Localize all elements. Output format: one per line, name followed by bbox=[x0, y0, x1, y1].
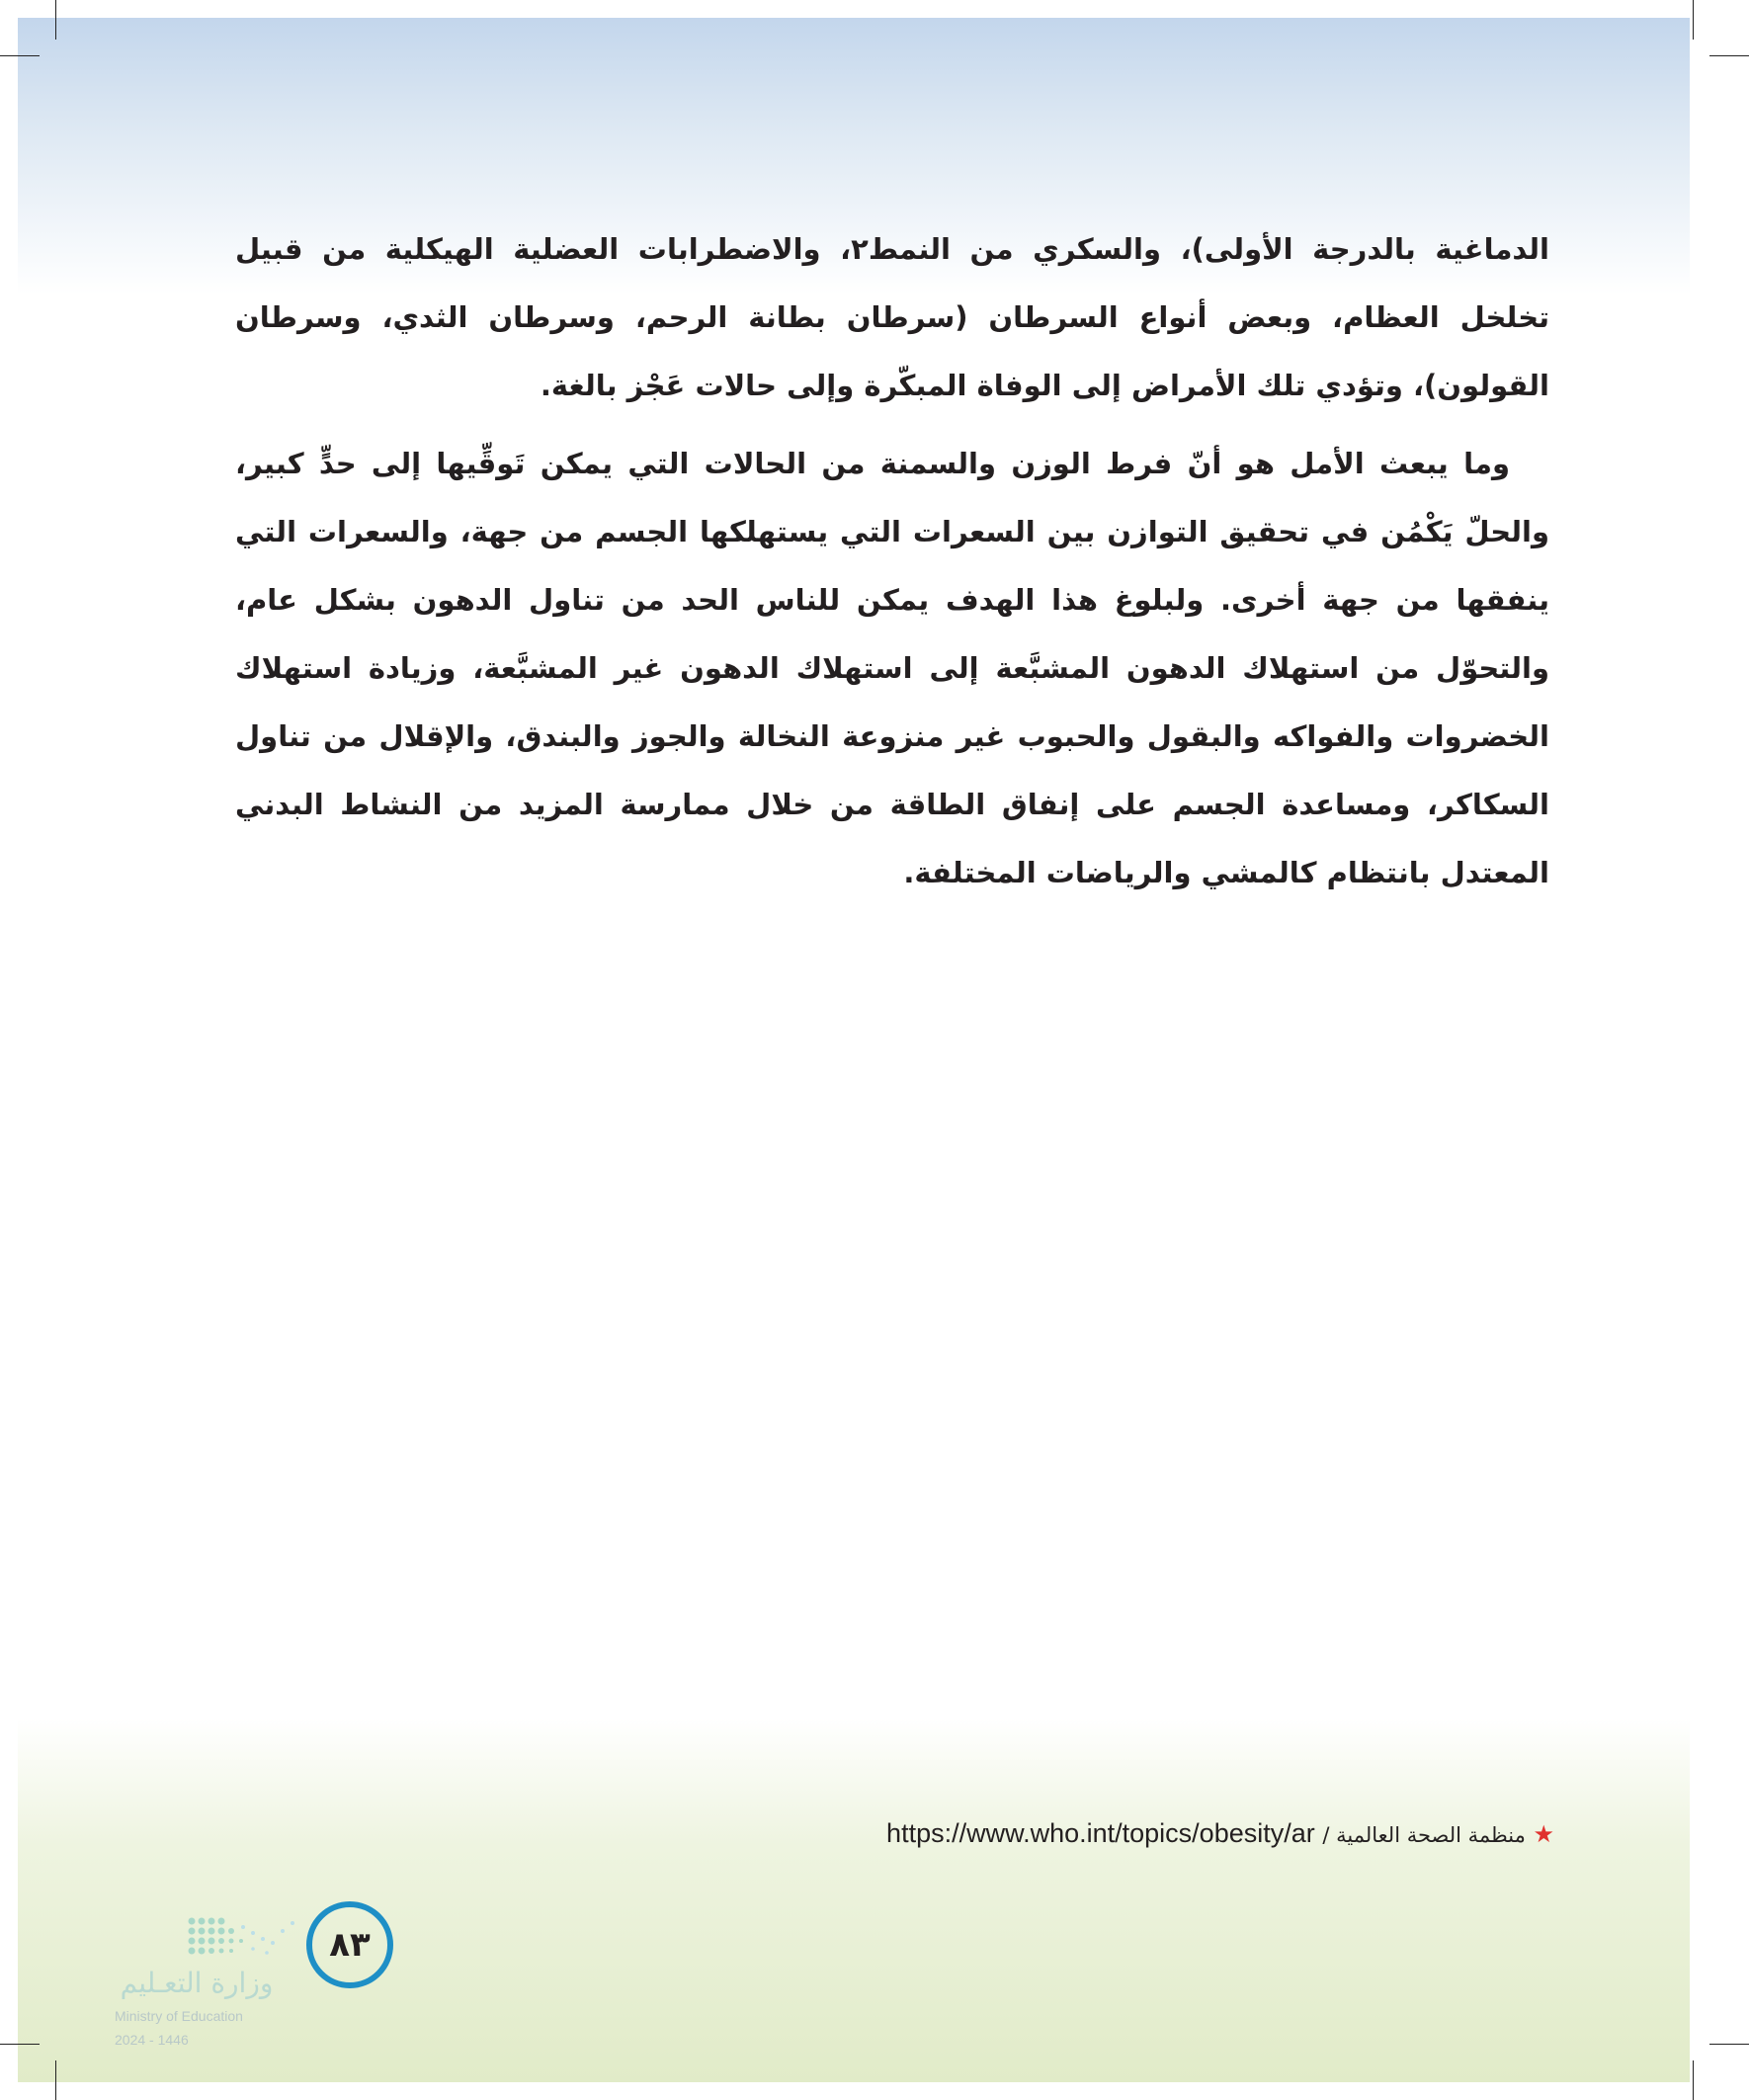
crop-mark bbox=[1693, 2060, 1694, 2100]
edition-year: 2024 - 1446 bbox=[115, 2032, 189, 2048]
logo-dots-icon bbox=[184, 1913, 322, 1969]
crop-mark bbox=[0, 2044, 40, 2045]
crop-mark bbox=[55, 0, 56, 40]
crop-mark bbox=[0, 55, 40, 56]
crop-mark bbox=[1709, 55, 1749, 56]
ministry-name-english: Ministry of Education bbox=[115, 2008, 243, 2024]
page bbox=[18, 18, 1690, 2082]
crop-mark bbox=[55, 2060, 56, 2100]
star-icon: ★ bbox=[1533, 1820, 1554, 1848]
footnote-reference bbox=[868, 1818, 1554, 1849]
reference-source: منظمة الصحة العالمية / bbox=[1322, 1823, 1526, 1847]
paragraph-2: وما يبعث الأمل هو أنّ فرط الوزن والسمنة من الحالات التي يمكن تَوقِّيها إلى حدٍّ كبير، والحلّ يَكْمُن في تحقيق التوازن بين السعرات التي يستهلكها الجسم من جهة، والسعرات التي ينفقها من جهة أخرى. ولبلوغ هذا الهدف يمكن للناس الحد من تناول الدهون بشكل عام، والتحوّل من استهلاك الدهون المشبَّعة إلى استهلاك الدهون غير المشبَّعة، وزيادة استهلاك الخضروات والفواكه والبقول والحبوب غير منزوعة النخالة والجوز والبندق، والإقلال من تناول السكاكر، ومساعدة الجسم على إنفاق الطاقة من خلال ممارسة المزيد من النشاط البدني المعتدل بانتظام كالمشي والرياضات المختلفة. bbox=[235, 447, 1549, 889]
reference-url[interactable]: https://www.who.int/topics/obesity/ar bbox=[886, 1818, 1315, 1848]
ministry-name-arabic: وزارة التعـليم bbox=[120, 1967, 274, 1999]
ministry-logo bbox=[113, 1905, 320, 2054]
crop-mark bbox=[1693, 0, 1694, 40]
crop-mark bbox=[1709, 2044, 1749, 2045]
page-number: ٨٣ bbox=[306, 1901, 393, 1988]
body-text bbox=[235, 215, 1549, 907]
paragraph-1: الدماغية بالدرجة الأولى)، والسكري من النمط٢، والاضطرابات العضلية الهيكلية من قبيل تخلخل العظام، وبعض أنواع السرطان (سرطان بطانة الرحم، وسرطان الثدي، وسرطان القولون)، وتؤدي تلك الأمراض إلى الوفاة المبكّرة وإلى حالات عَجْز بالغة. bbox=[235, 232, 1549, 402]
